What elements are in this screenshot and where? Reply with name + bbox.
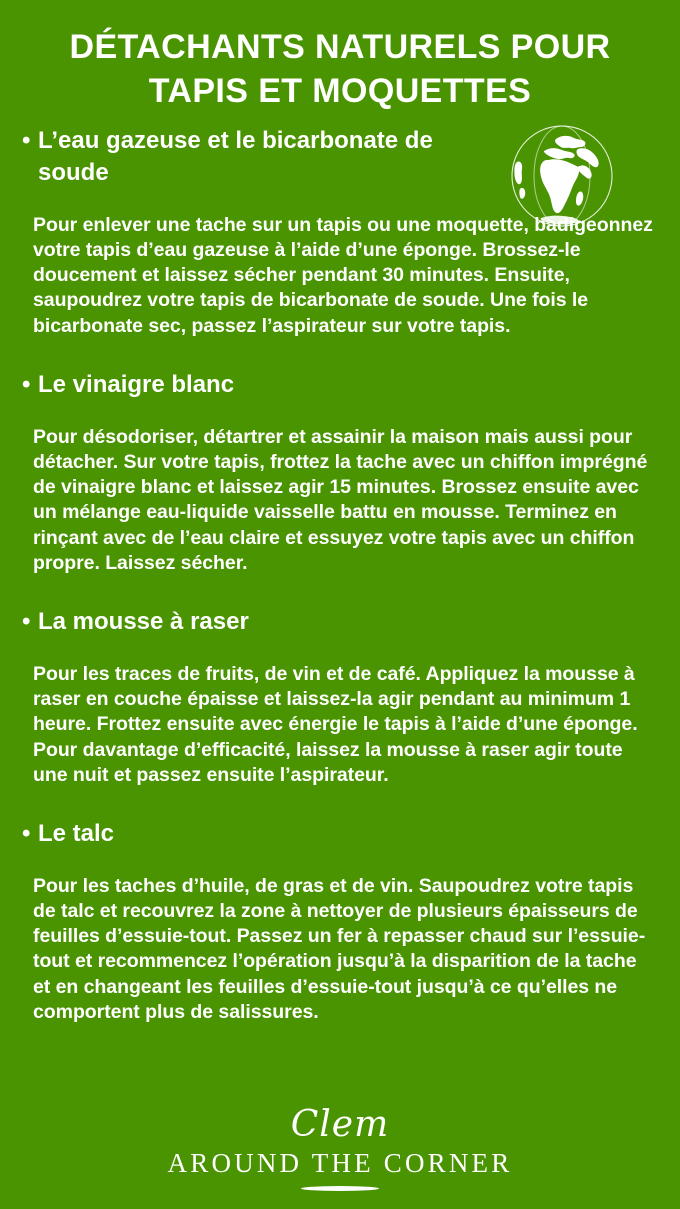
spacer [22,401,654,425]
section-vinaigre-blanc [22,369,654,576]
logo-underline-swoosh [301,1186,379,1191]
section-heading-label: Le vinaigre blanc [38,370,235,398]
section-eau-gazeuse [22,125,654,339]
section-heading [22,125,654,189]
section-heading [22,369,654,401]
brand-script-name: Clem [290,1104,390,1146]
bullet-icon: • [22,607,31,635]
section-body-text: Pour enlever une tache sur un tapis ou une moquette, badigeonnez votre tapis d’eau gazeuse à l’aide d’une éponge. Brossez-le doucement et laissez sécher pendant 30 minutes. Ensuite, saupoudrez votre tapis de bicarbonate de soude. Une fois le bicarbonate sec, passez l’aspirateur sur votre tapis. [33,213,653,337]
spacer [22,850,654,874]
bullet-icon: • [22,370,31,398]
title-line-1: DÉTACHANTS NATURELS POUR [69,28,611,66]
spacer [22,339,654,369]
section-heading [22,818,654,850]
page-title [0,0,680,113]
spacer [22,576,654,606]
section-talc [22,818,654,1025]
spacer [22,189,654,213]
footer-logo [0,1104,680,1191]
section-heading-label: La mousse à raser [38,607,249,635]
section-heading [22,606,654,638]
bullet-icon: • [22,127,31,155]
section-heading-label: L’eau gazeuse et le bicarbonate de soude [38,127,433,186]
bullet-icon: • [22,819,31,847]
section-body-text: Pour les taches d’huile, de gras et de vin. Saupoudrez votre tapis de talc et recouvrez la zone à nettoyer de plusieurs épaisseurs de feuilles d’essuie-tout. Passez un fer à repasser chaud sur l’essuie-tout et recommencez l’opération jusqu’à la disparition de la tache et en changeant les feuilles d’essuie-tout jusqu’à ce qu’elles ne comportent plus de salissures. [33,874,646,1023]
section-body-text: Pour désodoriser, détartrer et assainir la maison mais aussi pour détacher. Sur votre tapis, frottez la tache avec un chiffon imprégné de vinaigre blanc et laissez agir 15 minutes. Brossez ensuite avec un mélange eau-liquide vaisselle battu en mousse. Terminez en rinçant avec de l’eau claire et essuyez votre tapis avec un chiffon propre. Laissez sécher. [33,425,648,574]
section-body-text: Pour les traces de fruits, de vin et de café. Appliquez la mousse à raser en couche épaisse et laissez-la agir pendant au minimum 1 heure. Frottez ensuite avec énergie le tapis à l’aide d’une éponge. Pour davantage d’efficacité, laissez la mousse à raser agir toute une nuit et passez ensuite l’aspirateur. [33,662,638,786]
title-line-2: TAPIS ET MOQUETTES [148,71,532,110]
section-mousse-a-raser [22,606,654,788]
brand-tagline: AROUND THE CORNER [167,1148,513,1179]
spacer [22,788,654,818]
sections-list [0,113,680,1025]
section-heading-label: Le talc [38,819,115,847]
spacer [22,638,654,662]
